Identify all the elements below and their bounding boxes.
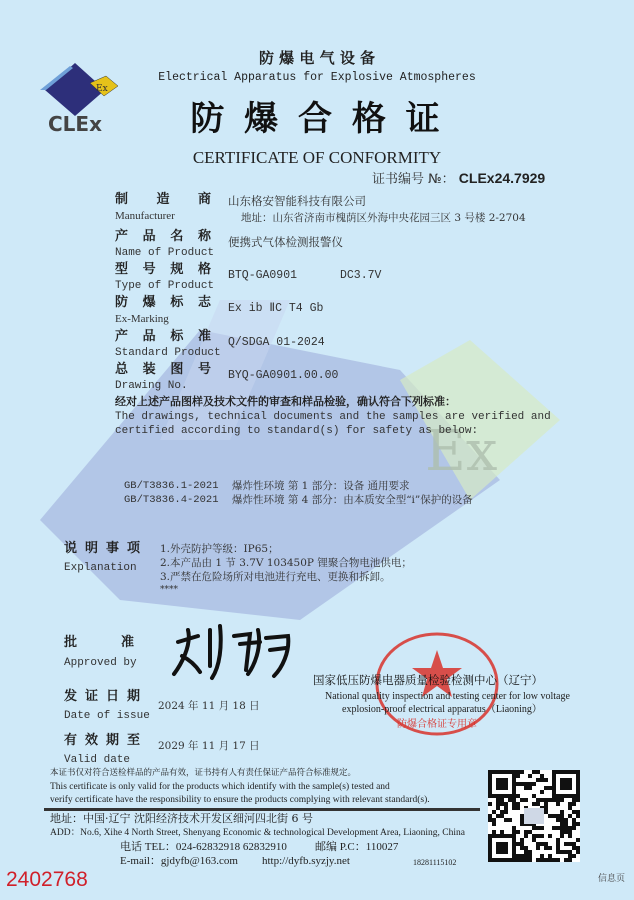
field-label-cn: 防爆标志 — [115, 295, 211, 310]
conformity-en-2: certified according to standard(s) for safety as below: — [115, 425, 479, 437]
seal-text: 防爆合格证专用章 — [397, 719, 477, 730]
field-value: 山东格安智能科技有限公司 — [228, 194, 366, 208]
conformity-en-1: The drawings, technical documents and the samples are verified and — [115, 411, 551, 423]
explanation-label-en: Explanation — [64, 562, 137, 574]
issuer-name-cn: 国家低压防爆电器质量检验检测中心（辽宁） — [313, 673, 543, 687]
field-label-cn: 总装图号 — [115, 362, 211, 377]
issue-date: 2024 年 11 月 18 日 — [158, 700, 260, 712]
field-label-cn: 产品名称 — [115, 229, 211, 244]
footer-website[interactable]: http://dyfb.syzjy.net — [262, 855, 350, 867]
field-value: 便携式气体检测报警仪 — [228, 235, 343, 249]
explanation-line: 1.外壳防护等级：IP65； — [160, 543, 279, 555]
field-label-cn: 制造商 — [115, 192, 211, 207]
conformity-cn: 经对上述产品图样及技术文件的审查和样品检验，确认符合下列标准： — [115, 395, 456, 408]
valid-date: 2029 年 11 月 17 日 — [158, 740, 260, 752]
issue-label-en: Date of issue — [64, 710, 150, 722]
field-label-en: Manufacturer — [115, 210, 175, 222]
standard-code: GB/T3836.4-2021 — [124, 494, 219, 506]
footer-tel: 电话 TEL：024-62832918 62832910 — [120, 841, 287, 853]
footer-note-en-2: verify certificate have the responsibility to ensure the products complying with relevant standard(s). — [50, 795, 430, 805]
footer-note-en-1: This certificate is only valid for the products which identify with the sample(s) tested and — [50, 782, 390, 792]
title-en: CERTIFICATE OF CONFORMITY — [192, 148, 442, 167]
field-value: BYQ-GA0901.00.00 — [228, 369, 339, 382]
explanation-line: **** — [160, 585, 178, 595]
issuer-name-en-2: explosion-proof electrical apparatus（Liaoning） — [342, 704, 542, 715]
valid-label-cn: 有效期至 — [64, 733, 149, 748]
standard-title: 爆炸性环境 第 1 部分：设备 通用要求 — [232, 480, 410, 492]
field-value: Ex ib ⅡC T4 Gb — [228, 302, 324, 315]
page-label: 信息页 — [598, 874, 626, 884]
footer-code: 18281115102 — [413, 858, 457, 867]
signature — [170, 622, 300, 682]
field-label-en: Name of Product — [115, 247, 215, 259]
field-value: Q/SDGA 01-2024 — [228, 336, 325, 349]
issuer-name-en-1: National quality inspection and testing center for low voltage — [325, 691, 570, 702]
voltage-value: DC3.7V — [340, 269, 382, 282]
approved-label-en: Approved by — [64, 657, 137, 669]
explanation-label-cn: 说明事项 — [64, 541, 149, 556]
field-label-en: Standard Product — [115, 347, 221, 359]
issue-label-cn: 发证日期 — [64, 689, 149, 704]
standard-title: 爆炸性环境 第 4 部分：由本质安全型“i”保护的设备 — [232, 494, 473, 506]
category-en: Electrical Apparatus for Explosive Atmospheres — [158, 71, 476, 84]
footer-postcode: 邮编 P.C：110027 — [315, 841, 399, 853]
field-label-en: Ex-Marking — [115, 313, 169, 325]
cert-number — [372, 170, 545, 188]
footer-address-cn: 地址：中国·辽宁 沈阳经济技术开发区细河四北街 6 号 — [50, 812, 313, 825]
field-label-en: Type of Product — [115, 280, 215, 292]
manufacturer-address: 地址：山东省济南市槐荫区外海中央花园三区 3 号楼 2-2704 — [241, 212, 526, 224]
logo-text: CLEx — [48, 112, 102, 136]
svg-text:Ex: Ex — [96, 84, 108, 94]
page-title: 防 爆 合 格 证 — [190, 99, 444, 139]
svg-text:Ex: Ex — [425, 419, 498, 484]
category-cn: 防 爆 电 气 设 备 — [258, 49, 376, 67]
footer-divider — [44, 808, 480, 811]
explanation-line: 2.本产品由 1 节 3.7V 103450P 锂聚合物电池供电； — [160, 557, 412, 569]
qr-code[interactable] — [488, 770, 580, 862]
field-value: BTQ-GA0901 — [228, 269, 298, 282]
explanation-line: 3.严禁在危险场所对电池进行充电、更换和拆卸。 — [160, 571, 391, 583]
valid-label-en: Valid date — [64, 754, 131, 766]
standard-code: GB/T3836.1-2021 — [124, 480, 219, 492]
field-label-cn: 型号规格 — [115, 262, 211, 277]
footer-note-cn: 本证书仅对符合送检样品的产品有效，证书持有人有责任保证产品符合标准规定。 — [50, 768, 357, 778]
approved-label-cn: 批准 — [64, 635, 179, 650]
serial-number: 2402768 — [6, 868, 88, 891]
footer-email[interactable]: E-mail：gjdyfb@163.com — [120, 855, 238, 867]
footer-address-en: ADD：No.6, Xihe 4 North Street, Shenyang Economic & technological Development Area, Liaoning, China — [50, 828, 466, 838]
cert-number-value: CLEx24.7929 — [458, 170, 546, 186]
field-label-cn: 产品标准 — [115, 329, 211, 344]
cert-number-label: 证书编号 №： — [372, 172, 455, 187]
field-label-en: Drawing No. — [115, 380, 188, 392]
